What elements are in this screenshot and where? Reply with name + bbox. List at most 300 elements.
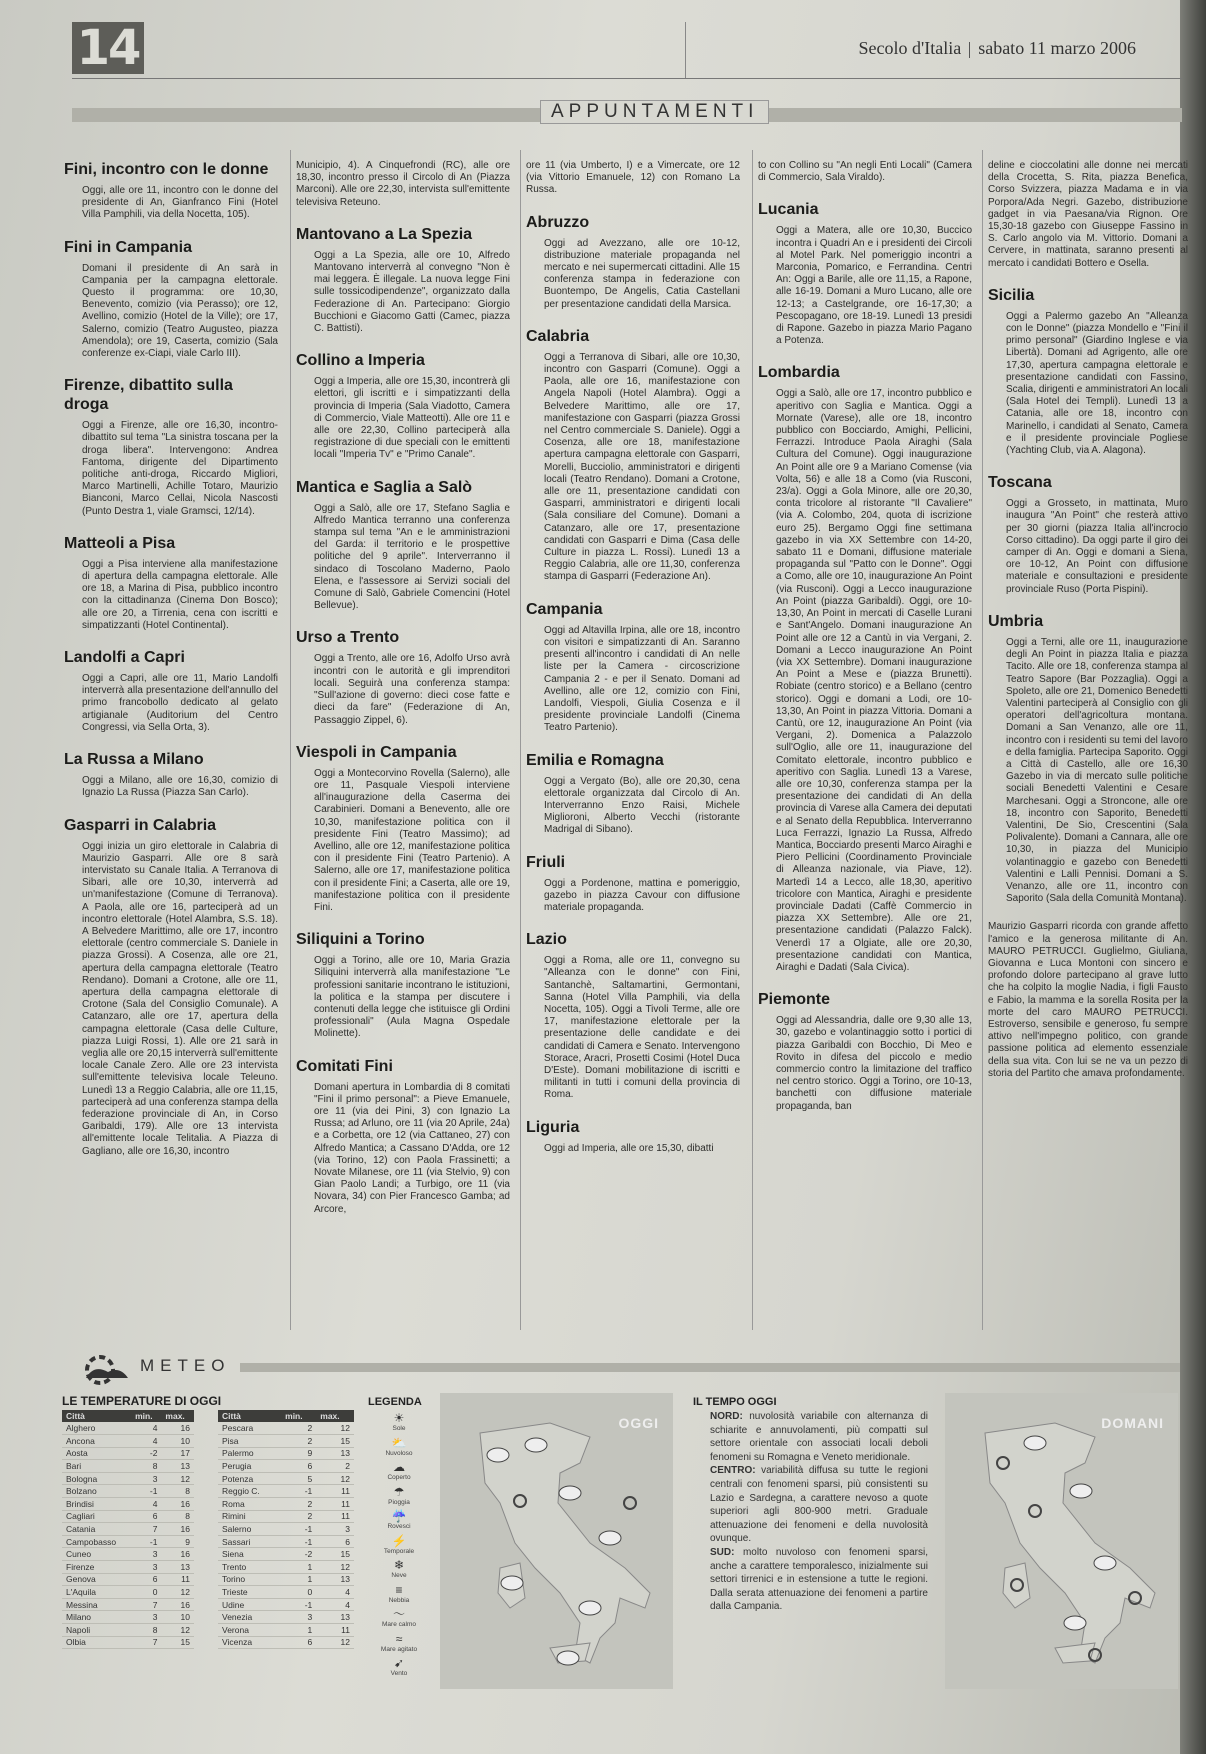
column-4 xyxy=(758,160,972,1330)
temperature-header: min. xyxy=(131,1410,161,1422)
cloud-icon: ☁ xyxy=(393,1460,405,1474)
column-1 xyxy=(64,160,278,1330)
temp-min: -1 xyxy=(281,1485,316,1498)
city-name: Milano xyxy=(62,1611,131,1624)
article-title: Liguria xyxy=(526,1118,580,1136)
temp-max: 15 xyxy=(161,1636,194,1649)
article-body: Domani apertura in Lombardia di 8 comitati "Fini il primo personal": a Pieve Emanuele, ore 11 (via dei Pini, 3) con Ignazio La Russa; ad Arluno, ore 11 (via 20 Aprile, 24a) e a Corbetta, ore 12 (via Cattaneo, 27) con Alfredo Mantica; a Cassano D'Adda, ore 12 (via Torino, 12) con Paola Frassinetti; a Novate Milanese, ore 11 (via Stelvio, 9) con Gian Paolo Landi; a Turbigo, ore 11 (via Novara, 34) con Pier Francesco Gamba; ad Arcore, xyxy=(314,1081,510,1215)
article-title: Lazio xyxy=(526,931,567,949)
header-divider xyxy=(685,22,686,78)
page-number: 14 xyxy=(72,22,144,74)
article-title: Lucania xyxy=(758,201,819,219)
article-title: Comitati Fini xyxy=(296,1057,393,1075)
temp-max: 17 xyxy=(161,1447,194,1460)
weather-map-today xyxy=(440,1393,673,1689)
forecast-paragraph xyxy=(710,1410,928,1464)
temp-min: 7 xyxy=(131,1636,161,1649)
italy-map-tomorrow xyxy=(945,1393,1178,1689)
article xyxy=(526,600,740,735)
article xyxy=(526,213,740,311)
temp-max: 13 xyxy=(161,1460,194,1473)
article-title: Campania xyxy=(526,600,603,618)
temp-max: 16 xyxy=(161,1523,194,1536)
temp-min: 1 xyxy=(281,1624,316,1637)
article xyxy=(296,225,510,335)
temp-max: 3 xyxy=(316,1523,354,1536)
temperature-row xyxy=(218,1573,354,1586)
article-title: Gasparri in Calabria xyxy=(64,816,217,834)
forecast-body: molto nuvoloso con fenomeni sparsi, anche a carattere temporalesco, inizialmente sui settori tirrenici e in estensione a tutte le regioni. Dalla serata attenuazione dei fenomeni a partire dalla Campania. xyxy=(710,1546,929,1613)
forecast-region: NORD: xyxy=(710,1411,743,1422)
article xyxy=(296,1057,510,1216)
temperatures-title: LE TEMPERATURE DI OGGI xyxy=(62,1394,222,1408)
article-body: Oggi ad Alessandria, dalle ore 9,30 alle 13, 30, gazebo e volantinaggio sotto i portici di piazza Garibaldi con Bocchio, Di Meo e Rovito in difesa del piccolo e medio commercio contro la limitazione del traffico nel centro storico. Oggi a Torino, ore 10-13, banchetti con diffusione materiale propaganda, ban xyxy=(776,1015,972,1112)
city-name: Venezia xyxy=(218,1611,281,1624)
temperature-row xyxy=(62,1611,194,1624)
temperature-row xyxy=(218,1636,354,1649)
article xyxy=(64,238,278,361)
article xyxy=(296,930,510,1040)
temperature-row xyxy=(62,1535,194,1548)
article xyxy=(526,1118,740,1155)
legend-item xyxy=(368,1633,430,1658)
temperature-row xyxy=(62,1422,194,1435)
temp-max: 10 xyxy=(161,1435,194,1448)
temp-max: 11 xyxy=(161,1573,194,1586)
temperature-row xyxy=(218,1447,354,1460)
temperature-header: max. xyxy=(161,1410,194,1422)
temperature-header: max. xyxy=(316,1410,354,1422)
temp-max: 13 xyxy=(316,1611,354,1624)
legend-item xyxy=(368,1486,430,1511)
temp-min: -1 xyxy=(281,1535,316,1548)
map-tomorrow-label: DOMANI xyxy=(1101,1415,1164,1431)
city-name: Vicenza xyxy=(218,1636,281,1649)
temp-min: 7 xyxy=(131,1598,161,1611)
storm-icon: ⚡ xyxy=(391,1533,407,1548)
calm-sea-icon: ～ xyxy=(392,1607,405,1621)
column-divider xyxy=(290,150,291,1330)
legend-label: Neve xyxy=(391,1572,407,1579)
temp-max: 15 xyxy=(316,1548,354,1561)
temp-max: 4 xyxy=(316,1586,354,1599)
article-title: Matteoli a Pisa xyxy=(64,534,176,552)
temp-max: 13 xyxy=(161,1561,194,1574)
article xyxy=(296,351,510,461)
temperature-row xyxy=(218,1523,354,1536)
temp-min: 4 xyxy=(131,1498,161,1511)
article-body: ore 11 (via Umberto, I) e a Vimercate, ore 12 (via Vittorio Emanuele, 12) con Romano La Russa. xyxy=(526,160,740,196)
article xyxy=(296,160,510,209)
city-name: Bolzano xyxy=(62,1485,131,1498)
article-title: Mantovano a La Spezia xyxy=(296,225,473,243)
article-body: Oggi a Terni, alle ore 11, inaugurazione degli An Point in piazza Italia e piazza Tacito. Alle ore 18, conferenza stampa al Teatro Sapore (Bar Pozzaglia). Oggi a Spoleto, alle ore 21, Domenico Benedetti Valentini parteciperà al Consiglio con gli operatori dell'agricoltura montana. Domani a San Venanzo, alle ore 11, incontro con i residenti su temi del lavoro e della famiglia. Partecipa Saporito. Oggi a Città di Castello, alle ore 16,30 Gazebo in via di mercato sulle politiche sociali Benedetti Valentini e Cesare Marchesani. Oggi a Stroncone, alle ore 18, incontro con Saporito, Benedetti Valentini, De Sio, Crescentini (Sala Polivalente). Domani a Cannara, alle ore 10,30, in piazza del Municipio volantinaggio e gazebo con Benedetti Valentini e Lalli Pennisi. Domani a S. Venanzo, alle ore 11, incontro con Saporito (Sala della Comunità Montana). xyxy=(1006,636,1188,905)
temp-min: -2 xyxy=(131,1447,161,1460)
temp-min: 5 xyxy=(281,1472,316,1485)
section-title: APPUNTAMENTI xyxy=(540,100,769,124)
article xyxy=(64,750,278,799)
article-body: Oggi a Palermo gazebo An "Alleanza con le Donne" (piazza Mondello e "Fini il primo personal" (Giardino Inglese e via Libertà). Domani ad Agrigento, alle ore 17,30, apertura campagna elettorale e presentazione candidati con Fassino, Scalia, dirigenti e amministratori An locali (Sala Hotel dei Templi). Lunedì 13 a Catania, alle ore 18, incontro con Marinello, i candidati al Senato, Camera e il presidente provinciale Pogliese (Yachting Club, via A. Alagona). xyxy=(1006,310,1188,457)
city-name: Brindisi xyxy=(62,1498,131,1511)
temp-max: 2 xyxy=(316,1460,354,1473)
temp-max: 9 xyxy=(161,1535,194,1548)
city-name: Ancona xyxy=(62,1435,131,1448)
temperature-row xyxy=(218,1611,354,1624)
article-body: Oggi a Pordenone, mattina e pomeriggio, gazebo in piazza Cavour con diffusione materiale propaganda. xyxy=(544,877,740,913)
temperature-row xyxy=(62,1573,194,1586)
article-body: Oggi a Trento, alle ore 16, Adolfo Urso avrà incontri con le autorità e gli imprenditori locali. Seguirà una conferenza stampa: "Sull'azione di governo: dieci cose fatte e dieci da fare" (Federazione di An, Passaggio Zippel, 6). xyxy=(314,653,510,726)
city-name: Roma xyxy=(218,1498,281,1511)
article-body: Oggi a Montecorvino Rovella (Salerno), alle ore 11, Pasquale Viespoli interviene all'inaugurazione della Caserma dei Carabinieri. Domani a Benevento, alle ore 10,30, manifestazione politica con il presidente Fini (Teatro Massimo); ad Avellino, alle ore 12, manifestazione politica con il presidente Fini (Teatro Partenio). A Salerno, alle ore 17, manifestazione politica con il presidente Fini; a Caserta, alle ore 19, manifestazione politica con il presidente Fini. xyxy=(314,767,510,913)
temp-max: 15 xyxy=(316,1435,354,1448)
temp-min: 3 xyxy=(131,1611,161,1624)
temp-min: 6 xyxy=(131,1573,161,1586)
legend-item xyxy=(368,1412,430,1437)
article-title: Siliquini a Torino xyxy=(296,931,425,949)
article-title: Emilia e Romagna xyxy=(526,751,664,769)
article-title: Calabria xyxy=(526,327,590,345)
article-body: deline e cioccolatini alle donne nei mercati della Crocetta, S. Rita, piazza Benefica, Corso Svizzera, piazza Madama e in via Porpora/Ada Negri. Gazebo, distribuzione gadget in via Paesana/via Rignon. Ore 15,30-18 gazebo con Giuseppe Fassino in S. Carlo angolo via M. Vittorio. Domani a Cervere, in mattinata, saranno presenti al mercato i candidati Bottero e Osella. xyxy=(988,160,1188,269)
masthead-name: Secolo d'Italia xyxy=(858,38,962,58)
temp-min: 3 xyxy=(131,1561,161,1574)
forecast-region: SUD: xyxy=(710,1546,735,1558)
temperature-row xyxy=(62,1636,194,1649)
city-name: Reggio C. xyxy=(218,1485,281,1498)
temperature-row xyxy=(62,1561,194,1574)
article-title: Umbria xyxy=(988,612,1044,630)
temp-max: 16 xyxy=(161,1422,194,1435)
rough-sea-icon: ≈ xyxy=(395,1631,403,1646)
temp-max: 12 xyxy=(161,1586,194,1599)
city-name: Torino xyxy=(218,1573,281,1586)
temp-min: 0 xyxy=(281,1586,316,1599)
city-name: Cuneo xyxy=(62,1548,131,1561)
temp-min: -1 xyxy=(281,1598,316,1611)
temp-min: -1 xyxy=(131,1535,161,1548)
temp-min: 3 xyxy=(131,1548,161,1561)
temp-max: 10 xyxy=(161,1611,194,1624)
temp-max: 16 xyxy=(161,1498,194,1511)
temp-min: 2 xyxy=(281,1498,316,1511)
temp-min: 0 xyxy=(131,1586,161,1599)
city-name: Pisa xyxy=(218,1435,281,1448)
temperature-header: Città xyxy=(218,1410,281,1422)
forecast-paragraph xyxy=(710,1464,928,1546)
temp-min: 4 xyxy=(131,1435,161,1448)
legend-item xyxy=(368,1437,430,1462)
temperature-row xyxy=(218,1498,354,1511)
temperature-row xyxy=(62,1485,194,1498)
legend-item xyxy=(368,1657,430,1682)
legend-title: LEGENDA xyxy=(368,1396,422,1408)
temperature-row xyxy=(218,1535,354,1548)
temperature-row xyxy=(62,1624,194,1637)
temp-min: 9 xyxy=(281,1447,316,1460)
legend-item xyxy=(368,1461,430,1486)
legend-label: Vento xyxy=(390,1670,408,1677)
shower-icon: ☔ xyxy=(391,1509,407,1523)
article-body: Oggi a Capri, alle ore 11, Mario Landolfi interverrà alla presentazione dell'annullo del primo francobollo dedicato al gelato artigianale (Auditorium del Centro Congressi, via Sella Orta, 3). xyxy=(82,673,278,733)
temp-min: -2 xyxy=(281,1548,316,1561)
fog-icon: ≡ xyxy=(395,1582,403,1597)
temperature-row xyxy=(218,1460,354,1473)
article-body: Oggi a Salò, alle ore 17, incontro pubblico e aperitivo con Saglia e Mantica. Oggi a Mornate (Varese), alle ore 18, incontro pubblico con Bocciardo, Amighi, Pellicini, Ferrazzi. Introduce Paola Airaghi (Sala Cultura del Comune). Oggi inaugurazione An Point alle ore 9 a Mariano Comense (via Volta, 56) e alle 18 a Como (via Rusconi, 23/a). Oggi a Gola Minore, alle ore 20,30, conta tricolore al ristorante "Il Cavaliere" (via A. Colombo, 204, quota di iscrizione euro 25). Bergamo Oggi fine settimana gazebo in via XX Settembre con 14-20, sabato 11 e Domani, diffusione materiale propaganda sul "Patto con le Donne". Oggi a Como, alle ore 10, inaugurazione An Point (via Rusconi). Oggi a Lecco inaugurazione An Point (piazza Garibaldi). Oggi, ore 10-13,30, An Point in mercati di Caselle Lurani e Sant'Angelo. Domani inaugurazione An Point alle ore 12 a Cantù in via Vergani, 2. Domani a Lecco inaugurazione An Point (via XX Settembre). Domani inaugurazione An Point a Mese e (piazza Brunetti). Robiate (centro storico) e a Bellano (centro storico). Oggi e domani a Lodi, ore 10-13,30, An Point in piazza Vittoria. Domani a Cantù, ore 12, inaugurazione An Point (via Vergani, 2). Domenica a Palazzolo sull'Oglio, alle ore 11, inaugurazione del Comitato elettorale, incontro pubblico e aperitivo con Saglia. Lunedì 13 a Varese, alle ore 10,30, conferenza stampa per la presentazione dei candidati di An della provincia di Varese alla Camera dei deputati e al Senato della Repubblica. Interverranno Luca Ferrazzi, Ignazio La Russa, Alfredo Mantica, Bocciardo presenti Marco Airaghi e Piero Pellicini (Coordinamento Provinciale di Alleanza nazionale, via Piave, 12). Martedì 14 a Lecco, alle 18,30, aperitivo tricolore con Mantica, Airaghi e presidente provinciale Dadati (Caffè Commercio in piazza XX Settembre). Alle ore 21, presentazione candidati (Palazzo Falck). Venerdì 17 a Olgiate, alle ore 20,30, presentazione candidati con Mantica, Airaghi e Dadati (Sala Civica). xyxy=(776,388,972,973)
column-divider xyxy=(520,150,521,1330)
article-body: Oggi ad Altavilla Irpina, alle ore 18, incontro con visitori e simpatizzanti di An. Saranno presenti all'incontro i candidati di An nelle liste per la Camera - circoscrizione Campania 2 - e per il Senato. Domani ad Avellino, alle ore 12, comizio con Fini, Landolfi, Viespoli, Giulia Cosenza e il presidente provinciale Landolfi (Cinema Teatro Partenio). xyxy=(544,624,740,734)
city-name: Bari xyxy=(62,1460,131,1473)
city-name: Salerno xyxy=(218,1523,281,1536)
city-name: Sassari xyxy=(218,1535,281,1548)
article-body: Municipio, 4). A Cinquefrondi (RC), alle ore 18,30, incontro presso il Circolo di An (Piazza Marconi). Alle ore 22,30, intervista sull'emittente televisiva Reteuno. xyxy=(296,160,510,208)
legend-label: Temporale xyxy=(383,1547,415,1555)
article-body: Maurizio Gasparri ricorda con grande affetto l'amico e la generosa militante di An. MAURO PETRUCCI. Guglielmo, Giuliana, Giovanna e Luca Montoni con sincero e profondo dolore partecipano al grave lutto che ha colpito la moglie Nadia, i figli Fausto e Fabio, la mamma e la sorella Rosita per la morte del caro MAURO PETRUCCI. Estroverso, sensibile e generoso, fu sempre attivo nell'impegno politico, con grande passione politica ad elemento essenziale della sua vita. Con lui se ne va un pezzo di storia del Partito che amava profondamente. xyxy=(988,921,1188,1079)
article xyxy=(526,930,740,1101)
temperature-header: Città xyxy=(62,1410,131,1422)
partly-cloudy-icon: ⛅ xyxy=(391,1435,407,1450)
city-name: Rimini xyxy=(218,1510,281,1523)
city-name: Napoli xyxy=(62,1624,131,1637)
temperature-row xyxy=(218,1510,354,1523)
article-body: Oggi a Terranova di Sibari, alle ore 10,30, incontro con Gasparri (Comune). Oggi a Paola, alle ore 16, manifestazione con Angela Napoli (Hotel Alambra). Oggi a Belvedere Marittimo, alle ore 17, manifestazione con Gasparri (piazza Grossi nel Centro commerciale S. Daniele). Oggi a Cosenza, alle ore 18, manifestazione apertura campagna elettorale con Gasparri, Morelli, Bucciolio, amministratori e dirigenti locali (Teatro Rendano). Domani a Crotone, alle ore 11, presentazione candidati con Gasparri, amministratori e dirigenti locali (Sala consiliare del Comune). Domani a Catanzaro, alle ore 17, presentazione candidati con Gasparri e Dima (Casa delle Culture in piazza L. Rossi). Lunedì 13 a Reggio Calabria, alle ore 11,30, conferenza stampa di Gasparri (Federazione An). xyxy=(544,351,740,583)
article xyxy=(758,160,972,184)
temp-max: 12 xyxy=(316,1472,354,1485)
city-name: Genova xyxy=(62,1573,131,1586)
article-body: Oggi a Milano, alle ore 16,30, comizio di Ignazio La Russa (Piazza San Carlo). xyxy=(82,775,278,799)
article xyxy=(526,327,740,584)
rain-icon: ☂ xyxy=(393,1484,405,1499)
article xyxy=(526,160,740,197)
article xyxy=(64,648,278,734)
article-body: Oggi a Matera, alle ore 10,30, Buccico incontra i Quadri An e i presidenti dei Circoli al Motel Park. Nel pomeriggio incontri a Marconia, Pomarico, e Ferrandina. Centri An: Oggi a Barile, alle ore 11,15, a Rapone, alle 16-19. Domani a Muro Lucano, alle ore 12-13; a Castelgrande, ore 16-17,30; a Pescopagano, ore 18-19. Lunedì 13 presidi di Rapone. Gazebo in piazza Mario Pagano a Potenza. xyxy=(776,225,972,347)
city-name: Messina xyxy=(62,1598,131,1611)
column-3 xyxy=(526,160,740,1330)
temperature-row xyxy=(218,1485,354,1498)
temp-min: 8 xyxy=(131,1624,161,1637)
temp-max: 13 xyxy=(316,1447,354,1460)
city-name: Olbia xyxy=(62,1636,131,1649)
forecast-text xyxy=(710,1410,928,1614)
city-name: Palermo xyxy=(218,1447,281,1460)
header-rule xyxy=(72,78,1182,79)
article xyxy=(758,363,972,974)
article-body: Oggi a Salò, alle ore 17, Stefano Saglia e Alfredo Mantica terranno una conferenza stampa sul tema "An e le amministrazioni del Garda: il territorio e le prospettive politiche del 9 aprile". Interverranno il sindaco di Toscolano Maderno, Paolo Elena, e l'assessore ai Servizi sociali del Comune di Salò, Gabriele Comencini (Hotel Bellevue). xyxy=(314,502,510,612)
city-name: Siena xyxy=(218,1548,281,1561)
temp-max: 6 xyxy=(316,1535,354,1548)
article xyxy=(64,816,278,1158)
article-body: Oggi a Firenze, alle ore 16,30, incontro-dibattito sul tema "La sinistra toscana per la droga libera". Intervengono: Andrea Fantoma, dirigente del Dipartimento politiche anti-droga, Riccardo Migliori, Marco Martinelli, Achille Totaro, Maurizio Bianconi, Marco Cellai, Nicola Nascosti (Punto Destra 1, viale Gramsci, 12/14). xyxy=(82,420,278,517)
temp-min: 4 xyxy=(131,1422,161,1435)
temp-min: -1 xyxy=(281,1523,316,1536)
temperature-row xyxy=(62,1435,194,1448)
column-5 xyxy=(988,160,1188,1330)
article xyxy=(526,751,740,837)
article-title: Fini, incontro con le donne xyxy=(64,161,269,178)
article xyxy=(988,921,1188,1080)
legend-label: Sole xyxy=(392,1425,406,1432)
city-name: Trieste xyxy=(218,1586,281,1599)
column-divider xyxy=(982,150,983,1330)
article-title: Collino a Imperia xyxy=(296,352,425,370)
temp-min: 1 xyxy=(281,1573,316,1586)
temp-max: 12 xyxy=(316,1636,354,1649)
temp-min: -1 xyxy=(131,1485,161,1498)
temperature-row xyxy=(62,1586,194,1599)
meteo-logo-icon xyxy=(72,1348,142,1388)
forecast-body: nuvolosità variabile con alternanza di schiarite e annuvolamenti, più compatti sul settore orientale con associati locali deboli fenomeni su Romagna e Veneto meridionale. xyxy=(710,1411,928,1463)
snow-icon: ❄ xyxy=(393,1558,405,1572)
article xyxy=(296,478,510,613)
article-body: Oggi a Roma, alle ore 11, convegno su "Alleanza con le donne" con Fini, Santanchè, Saltamartini, Germontani, Sanna (Hotel Villa Pamphili, via della Nocetta, 105). Oggi a Tivoli Terme, alle ore 17, manifestazione elettorale per la presentazione delle candidate e dei candidati di Camera e Senato. Intervengono Storace, Aracri, Prosetti Cosimi (Hotel Duca D'Este). Domani mobilitazione di iscritti e militanti in tutti i comuni della provincia di Roma. xyxy=(544,955,740,1101)
legend-label: Mare calmo xyxy=(382,1621,416,1628)
temp-max: 11 xyxy=(316,1498,354,1511)
legend-item xyxy=(368,1559,430,1584)
article xyxy=(64,534,278,632)
temp-min: 6 xyxy=(281,1460,316,1473)
city-name: Perugia xyxy=(218,1460,281,1473)
temp-max: 16 xyxy=(161,1548,194,1561)
temp-max: 8 xyxy=(161,1510,194,1523)
article xyxy=(296,743,510,914)
article-title: Friuli xyxy=(526,853,566,871)
article-title: Sicilia xyxy=(988,286,1035,304)
meteo-rule xyxy=(240,1363,1180,1372)
city-name: Campobasso xyxy=(62,1535,131,1548)
temperature-row xyxy=(62,1498,194,1511)
temperature-row xyxy=(218,1598,354,1611)
legend-label: Pioggia xyxy=(388,1498,410,1506)
article xyxy=(758,200,972,347)
temperature-row xyxy=(218,1422,354,1435)
article-title: La Russa a Milano xyxy=(64,751,204,769)
city-name: Alghero xyxy=(62,1422,131,1435)
temp-max: 8 xyxy=(161,1485,194,1498)
article-title: Viespoli in Campania xyxy=(296,743,457,761)
legend-label: Mare agitato xyxy=(380,1645,418,1653)
city-name: Cagliari xyxy=(62,1510,131,1523)
article xyxy=(988,160,1188,270)
sun-icon: ☀ xyxy=(393,1411,405,1425)
temp-min: 2 xyxy=(281,1422,316,1435)
article-body: Oggi a La Spezia, alle ore 10, Alfredo Mantovano interverrà al convegno "Non è mai leggera. È illegale. La nuova legge Fini sulle tossicodipendenze", organizzato dalla Federazione di An. Partecipano: Giorgio Bucchioni e Giacomo Gatti (Camec, piazza C. Battisti). xyxy=(314,249,510,335)
masthead-date: sabato 11 marzo 2006 xyxy=(978,38,1136,58)
city-name: Bologna xyxy=(62,1472,131,1485)
temperature-row xyxy=(62,1510,194,1523)
city-name: Catania xyxy=(62,1523,131,1536)
article-title: Mantica e Saglia a Salò xyxy=(296,478,473,496)
temperature-row xyxy=(218,1548,354,1561)
article-title: Toscana xyxy=(988,474,1052,492)
article xyxy=(988,473,1188,596)
article-body: Oggi ad Avezzano, alle ore 10-12, distribuzione materiale propaganda nel mercato e nei supermercati cittadini. Alle 15 conferenza stampa in federazione con Buontempo, De Angelis, Catia Castellani per presentazione candidati della Marsica. xyxy=(544,237,740,310)
temperature-row xyxy=(218,1561,354,1574)
temp-max: 11 xyxy=(316,1624,354,1637)
temp-max: 12 xyxy=(316,1422,354,1435)
temp-max: 11 xyxy=(316,1485,354,1498)
temp-min: 6 xyxy=(281,1636,316,1649)
article-body: Oggi a Vergato (Bo), alle ore 20,30, cena elettorale organizzata dal Circolo di An. Interverranno Enzo Raisi, Michele Miglioroni, Alberto Vecchi (ristorante Madrigal di Sibano). xyxy=(544,775,740,836)
article xyxy=(526,853,740,915)
legend-item xyxy=(368,1608,430,1633)
weather-map-tomorrow xyxy=(945,1393,1178,1689)
article-body: Oggi a Pisa interviene alla manifestazione di apertura della campagna elettorale. Alle ore 18, a Marina di Pisa, pubblico incontro con la cittadinanza (Cinema Don Bosco); alle ore 20, a Tirrenia, cena con iscritti e simpatizzanti (Hotel Continental). xyxy=(82,558,278,631)
temp-max: 12 xyxy=(316,1561,354,1574)
article-body: to con Collino su "An negli Enti Locali" (Camera di Commercio, Sala Viraldo). xyxy=(758,160,972,184)
masthead-separator xyxy=(969,42,970,58)
article-body: Oggi ad Imperia, alle ore 15,30, dibatti xyxy=(544,1142,714,1154)
article-body: Oggi a Grosseto, in mattinata, Muro inaugura "An Point" che resterà attivo per 30 giorni (piazza Italia all'incrocio Corso cittadino). Da oggi parte il giro dei camper di An. Oggi e domani a Siena, ore 10-12, An Point con diffusione materiale e consultazioni e presidente provinciale Ruso (Porta Pispini). xyxy=(1006,498,1188,595)
article-title: Firenze, dibattito sulla droga xyxy=(64,377,233,414)
temperature-row xyxy=(62,1598,194,1611)
temperature-row xyxy=(62,1447,194,1460)
temp-max: 12 xyxy=(161,1472,194,1485)
city-name: Aosta xyxy=(62,1447,131,1460)
temp-min: 6 xyxy=(131,1510,161,1523)
masthead xyxy=(858,38,1136,59)
article xyxy=(988,612,1188,905)
temp-min: 3 xyxy=(131,1472,161,1485)
legend-label: Rovesci xyxy=(387,1523,411,1530)
weather-legend xyxy=(368,1412,430,1682)
temp-min: 2 xyxy=(281,1435,316,1448)
temperature-row xyxy=(62,1523,194,1536)
article-title: Landolfi a Capri xyxy=(64,649,185,667)
forecast-paragraph xyxy=(710,1546,928,1614)
temp-min: 8 xyxy=(131,1460,161,1473)
city-name: Firenze xyxy=(62,1561,131,1574)
temp-min: 7 xyxy=(131,1523,161,1536)
article xyxy=(988,286,1188,457)
temperature-row xyxy=(62,1460,194,1473)
city-name: Potenza xyxy=(218,1472,281,1485)
temp-min: 2 xyxy=(281,1510,316,1523)
temperatures-table-left xyxy=(62,1410,194,1649)
temperature-row xyxy=(218,1472,354,1485)
city-name: Verona xyxy=(218,1624,281,1637)
temp-min: 1 xyxy=(281,1561,316,1574)
article-body: Oggi inizia un giro elettorale in Calabria di Maurizio Gasparri. Alle ore 8 sarà intervistato su Canale Italia. A Terranova di Sibari, alle ore 10,30, interverrà ad un'manifestazione (Comune di Terranova). A Paola, alle ore 16, parteciperà ad un incontro elettorale (Hotel Alambra, S.S. 18). A Belvedere Marittimo, alle ore 17, incontro elettorale (centro commerciale S. Daniele in piazza Grossi). A Cosenza, alle ore 21, apertura della campagna elettorale (Teatro Rendano). Domani a Crotone, alle ore 11, apertura della campagna elettorale di Crotone (Sala del Consiglio Comunale). A Catanzaro, alle ore 17, apertura della campagna elettorale (Casa delle Culture, piazza Luigi Rossi, 1). Alle ore 21 sarà in veglia alle ore 20,15 interverrà sull'emittente locale Canale Zero. Alle ore 23 intervista sull'emittente televisiva locale Teleuno. Lunedì 13 a Reggio Calabria, alle ore 11,15, parteciperà ad una conferenza stampa della federazione provinciale di An, in Corso Garibaldi, 179). Alle ore 13 intervista all'emittente locale Telitalia. A Piazza di Gagliano, alle ore 16,30, incontro xyxy=(82,840,278,1157)
temp-max: 12 xyxy=(161,1624,194,1637)
forecast-title: IL TEMPO OGGI xyxy=(693,1396,777,1408)
city-name: L'Aquila xyxy=(62,1586,131,1599)
article xyxy=(64,160,278,222)
article xyxy=(64,376,278,518)
temp-max: 13 xyxy=(316,1573,354,1586)
temperature-row xyxy=(218,1624,354,1637)
temp-max: 16 xyxy=(161,1598,194,1611)
article xyxy=(758,990,972,1113)
italy-map-today xyxy=(440,1393,673,1689)
temp-max: 4 xyxy=(316,1598,354,1611)
legend-item xyxy=(368,1584,430,1609)
legend-item xyxy=(368,1535,430,1560)
article-title: Abruzzo xyxy=(526,213,590,231)
article-title: Fini in Campania xyxy=(64,238,193,256)
temperature-row xyxy=(218,1435,354,1448)
temp-max: 11 xyxy=(316,1510,354,1523)
city-name: Pescara xyxy=(218,1422,281,1435)
forecast-region: CENTRO: xyxy=(710,1465,756,1477)
column-2 xyxy=(296,160,510,1330)
temperatures-table-right xyxy=(218,1410,354,1649)
article-title: Lombardia xyxy=(758,364,840,382)
temperature-row xyxy=(62,1548,194,1561)
city-name: Trento xyxy=(218,1561,281,1574)
article-body: Oggi, alle ore 11, incontro con le donne del presidente di An, Gianfranco Fini (Hotel Villa Pamphili, via della Nocetta, 105). xyxy=(82,185,278,221)
article-title: Piemonte xyxy=(758,991,831,1009)
temperature-row xyxy=(218,1586,354,1599)
temperature-row xyxy=(62,1472,194,1485)
legend-item xyxy=(368,1510,430,1535)
